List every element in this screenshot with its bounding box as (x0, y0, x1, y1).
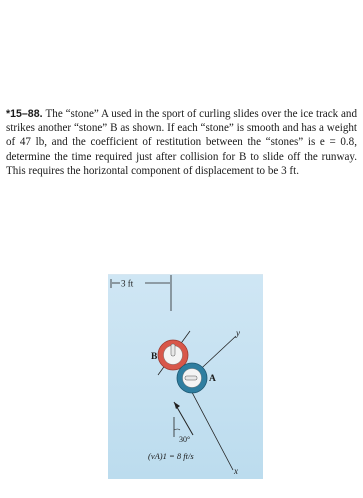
curling-diagram (108, 275, 263, 479)
x-axis-label: x (234, 466, 238, 476)
curling-figure (108, 274, 263, 479)
y-axis-label: y (236, 328, 240, 338)
angle-arc (174, 429, 180, 430)
problem-statement (6, 107, 357, 178)
angle-label: 30° (179, 435, 191, 444)
velocity-label: (vA)1 = 8 ft/s (148, 451, 194, 461)
stone-a-label: A (209, 374, 216, 384)
problem-number: *15–88. (6, 108, 43, 120)
velocity-arrowhead (174, 402, 180, 409)
problem-text: The “stone” A used in the sport of curling slides over the ice track and strikes another “stone” B as shown. If each “stone” is smooth and has a weight of 47 lb, and the coefficient of restitution between the “stones” is e = 0.8, determine the time required just after collision for B to slide off the runway. This requires the horizontal component of displacement to be 3 ft. (6, 108, 357, 177)
stone-a (177, 363, 207, 393)
dimension-label: 3 ft (121, 278, 134, 289)
stone-b-label: B (151, 352, 158, 362)
